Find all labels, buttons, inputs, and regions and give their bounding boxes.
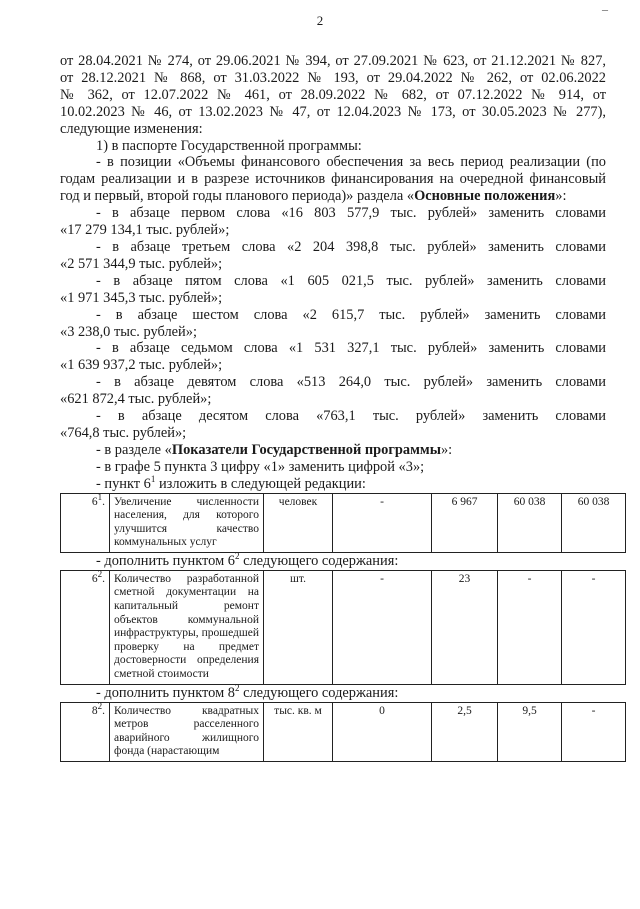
indicator-value-4: - — [562, 702, 626, 761]
add-point-6-2-line — [60, 553, 606, 570]
row-number: $8^2$. — [61, 702, 110, 761]
indicator-table-6-2 — [60, 570, 626, 685]
table-row — [61, 570, 626, 684]
replacement-1-line-b: «17 279 134,1 тыс. рублей»; — [60, 222, 230, 239]
indicator-name: Количество разработанной сметной документации на капитальный ремонт объектов коммунальной инфраструктуры, прошедшей проверку на предмет достоверности определения сметной стоимости — [110, 570, 264, 684]
position-section-name: Основные положения — [414, 188, 556, 205]
indicators-section-name: Показатели Государственной программы — [171, 441, 441, 458]
intro-line-1: от 28.04.2021 № 274, от 29.06.2021 № 394, от 27.09.2021 № 623, от 21.12.2021 № 827, — [60, 53, 606, 69]
indicator-name: Увеличение численности населения, для которого улучшится качество коммунальных услуг — [110, 493, 264, 552]
indicator-value-3: 60 038 — [498, 493, 562, 552]
replacement-5-line-a: - в абзаце седьмом слова «1 531 327,1 тыс. рублей» заменить словами — [96, 340, 606, 357]
add-6-2-text-b: следующего содержания: — [239, 552, 399, 569]
replacement-6-line-a: - в абзаце девятом слова «513 264,0 тыс. рублей» заменить словами — [96, 374, 606, 391]
add-6-2-sup: 2 — [234, 551, 240, 562]
table-row — [61, 702, 626, 761]
replacement-4-line-a: - в абзаце шестом слова «2 615,7 тыс. рублей» заменить словами — [96, 306, 606, 323]
point-6-1-text: - пункт 6 — [96, 475, 151, 492]
intro-line-2: от 28.12.2021 № 868, от 31.03.2022 № 193, от 29.04.2022 № 262, от 02.06.2022 — [60, 69, 606, 86]
add-8-2-sup: 2 — [234, 682, 240, 693]
page-number: 2 — [316, 13, 324, 28]
replacement-7-line-b: «764,8 тыс. рублей»; — [60, 424, 187, 441]
indicator-unit: человек — [264, 493, 333, 552]
indicator-value-4: - — [562, 570, 626, 684]
point-6-1-text-b: изложить в следующей редакции: — [155, 475, 366, 492]
document-body — [60, 53, 610, 762]
indicator-value-1: 0 — [333, 702, 432, 761]
indicator-value-4: 60 038 — [562, 493, 626, 552]
indicators-prefix: - в разделе « — [96, 441, 172, 458]
row-number: $6^2$. — [61, 570, 110, 684]
point-6-1-line — [60, 473, 606, 493]
indicator-value-1: - — [333, 493, 432, 552]
replacement-3-line-b: «1 971 345,3 тыс. рублей»; — [60, 289, 223, 306]
add-point-8-2-line — [60, 682, 606, 702]
replacement-5-line-b: «1 639 937,2 тыс. рублей»; — [60, 357, 223, 374]
replacement-6-line-b: «621 872,4 тыс. рублей»; — [60, 391, 212, 408]
add-8-2-text-b: следующего содержания: — [239, 684, 399, 701]
indicator-table-6-1 — [60, 493, 626, 553]
add-8-2-text: - дополнить пунктом 8 — [96, 684, 235, 701]
replacement-2-line-a: - в абзаце третьем слова «2 204 398,8 тыс. рублей» заменить словами — [96, 238, 606, 255]
indicator-value-3: - — [498, 570, 562, 684]
intro-line-3: № 362, от 12.07.2022 № 461, от 28.09.2022 № 682, от 07.12.2022 № 914, от — [60, 86, 606, 103]
indicators-suffix: »: — [440, 441, 453, 458]
add-6-2-text: - дополнить пунктом 6 — [96, 552, 235, 569]
item-1-position — [60, 154, 606, 205]
table-row — [61, 493, 626, 552]
indicators-section-line — [60, 442, 606, 459]
replacement-2-line-b: «2 571 344,9 тыс. рублей»; — [60, 255, 223, 272]
indicator-unit: шт. — [264, 570, 333, 684]
replacement-3-line-a: - в абзаце пятом слова «1 605 021,5 тыс. рублей» заменить словами — [96, 272, 606, 289]
indicator-value-2: 6 967 — [432, 493, 498, 552]
corner-mark: – — [602, 2, 608, 16]
indicator-value-3: 9,5 — [498, 702, 562, 761]
intro-line-5: следующие изменения: — [60, 120, 203, 137]
indicator-value-1: - — [333, 570, 432, 684]
graph-5-line: - в графе 5 пункта 3 цифру «1» заменить цифрой «3»; — [96, 458, 425, 475]
indicator-name: Количество квадратных метров расселенного аварийного жилищного фонда (нарастающим — [110, 702, 264, 761]
position-suffix: »: — [555, 188, 567, 205]
replacement-4-line-b: «3 238,0 тыс. рублей»; — [60, 323, 197, 340]
point-6-1-sup: 1 — [150, 473, 156, 484]
indicator-table-8-2 — [60, 702, 626, 762]
row-number: $6^1$. — [61, 493, 110, 552]
replacement-1-line-a: - в абзаце первом слова «16 803 577,9 тыс. рублей» заменить словами — [96, 205, 606, 222]
replacement-7-line-a: - в абзаце десятом слова «763,1 тыс. рублей» заменить словами — [96, 408, 606, 425]
position-text: - в позиции «Объемы финансового обеспечения за весь период реализации (по годам реализации и в разрезе источников финансирования на очередной финансовый год и первый, второй годы планового периода)» раздела « — [60, 154, 606, 205]
item-1-title: 1) в паспорте Государственной программы: — [96, 137, 362, 154]
intro-line-4: 10.02.2023 № 46, от 13.02.2023 № 47, от 12.04.2023 № 173, от 30.05.2023 № 277), — [60, 103, 606, 120]
indicator-unit: тыс. кв. м — [264, 702, 333, 761]
indicator-value-2: 23 — [432, 570, 498, 684]
indicator-value-2: 2,5 — [432, 702, 498, 761]
